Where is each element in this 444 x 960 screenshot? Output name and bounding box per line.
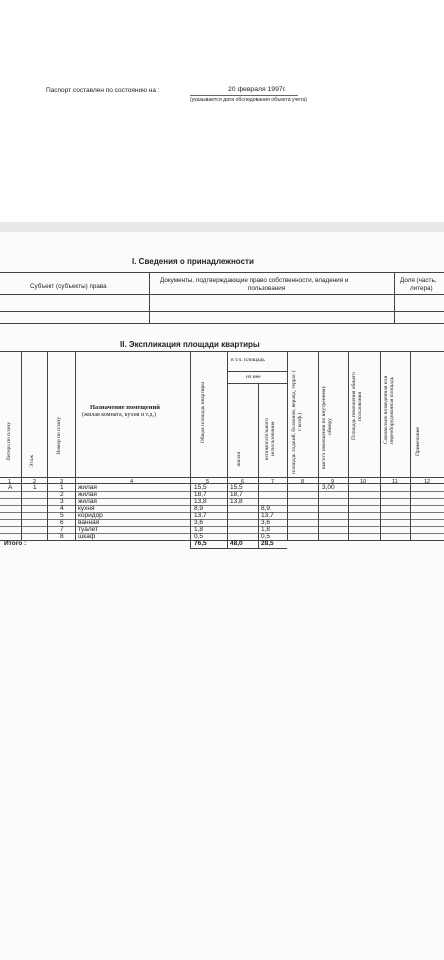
row8-no: 8: [60, 533, 64, 540]
row3-living: 13,8: [230, 498, 243, 505]
hdr-of-which: из нее: [246, 374, 261, 380]
row1-height: 3,00: [322, 484, 335, 491]
passport-date-note: (указывается дата обследования объекта учета): [190, 97, 307, 103]
row1-purpose: жилая: [78, 484, 97, 491]
row5-purpose: коридор: [78, 512, 103, 519]
row1-floor: 1: [33, 484, 37, 491]
page-gap: [0, 222, 444, 232]
hdr-purpose-1: Назначение помещений: [90, 404, 160, 411]
hdr-purpose-2: (жилая комната, кухня и т.д.): [82, 412, 156, 418]
col-documents-header-2: пользования: [248, 285, 286, 292]
hdr-common-area: Площадь помещения общего пользования: [351, 372, 363, 440]
document-page-1: [0, 0, 444, 222]
row2-living: 18,7: [230, 491, 243, 498]
total-area: 76,5: [194, 540, 207, 547]
row6-aux: 3,6: [261, 519, 271, 526]
passport-date-label: Паспорт составлен по состоянию на :: [46, 87, 160, 94]
row4-total: 8,9: [194, 505, 204, 512]
hdr-total-area: Общая площадь квартиры: [200, 382, 206, 444]
row2-total: 18,7: [194, 491, 207, 498]
row3-total: 13,8: [194, 498, 207, 505]
row1-no: 1: [60, 484, 64, 491]
colnum-8: 8: [301, 479, 305, 485]
row6-no: 6: [60, 519, 64, 526]
section1-title: I. Сведения о принадлежности: [132, 257, 254, 266]
total-aux: 28,5: [261, 540, 274, 547]
row7-aux: 1,8: [261, 526, 271, 533]
colnum-6: 6: [241, 479, 245, 485]
document-page-2: [0, 232, 444, 960]
hdr-note: Примечание: [415, 427, 421, 456]
col-documents-header-1: Документы, подтверждающие право собственности, владения и: [160, 277, 349, 284]
row8-total: 0,5: [194, 533, 204, 540]
row4-purpose: кухня: [78, 505, 95, 512]
row1-living: 15,5: [230, 484, 243, 491]
col-share-header-1: Доля (часть,: [400, 277, 437, 284]
total-living: 48,0: [230, 540, 243, 547]
colnum-5: 5: [206, 479, 210, 485]
row1-letter: А: [8, 484, 13, 491]
row8-purpose: шкаф: [78, 533, 96, 540]
hdr-letter: Литера по плану: [6, 422, 12, 461]
colnum-10: 10: [360, 479, 367, 485]
hdr-living: жилая: [236, 452, 242, 467]
hdr-height: высота помещения по внутреннему обмеру: [321, 385, 333, 469]
row5-no: 5: [60, 512, 64, 519]
hdr-room-no: Номер по плану: [56, 417, 62, 455]
hdr-self-built: Самовольно возведенная или переоборудованная площадь: [383, 375, 395, 445]
row8-aux: 0,5: [261, 533, 271, 540]
row6-total: 3,6: [194, 519, 204, 526]
total-label: Итого :: [4, 540, 27, 547]
row1-total: 15,5: [194, 484, 207, 491]
row6-purpose: ванная: [78, 519, 100, 526]
hdr-incl-area: в т.ч. площадь: [231, 357, 265, 363]
row2-purpose: жилая: [78, 491, 97, 498]
row4-no: 4: [60, 505, 64, 512]
row7-purpose: туалет: [78, 526, 99, 533]
colnum-12: 12: [424, 479, 431, 485]
colnum-9: 9: [331, 479, 335, 485]
colnum-7: 7: [271, 479, 275, 485]
colnum-1: 1: [8, 479, 12, 485]
passport-date-value: 20 февраля 1997г.: [228, 86, 287, 93]
row3-no: 3: [60, 498, 64, 505]
row3-purpose: жилая: [78, 498, 97, 505]
hdr-auxiliary: вспомогательного использования: [264, 417, 276, 461]
colnum-3: 3: [60, 479, 64, 485]
colnum-4: 4: [130, 479, 134, 485]
row7-no: 7: [60, 526, 64, 533]
colnum-11: 11: [392, 479, 398, 485]
hdr-loggia: площадь лоджий, балконов, веранд, террас ( с коэф.): [291, 370, 303, 474]
colnum-2: 2: [33, 479, 37, 485]
col-share-header-2: литера): [410, 285, 433, 292]
row4-aux: 8,9: [261, 505, 271, 512]
row5-aux: 13,7: [261, 512, 274, 519]
row5-total: 13,7: [194, 512, 207, 519]
row2-no: 2: [60, 491, 64, 498]
hdr-floor: Этаж: [29, 455, 35, 468]
col-subject-header: Субъект (субъекты) права: [30, 283, 107, 290]
section2-title: II. Экспликация площади квартиры: [120, 340, 260, 349]
row7-total: 1,8: [194, 526, 204, 533]
